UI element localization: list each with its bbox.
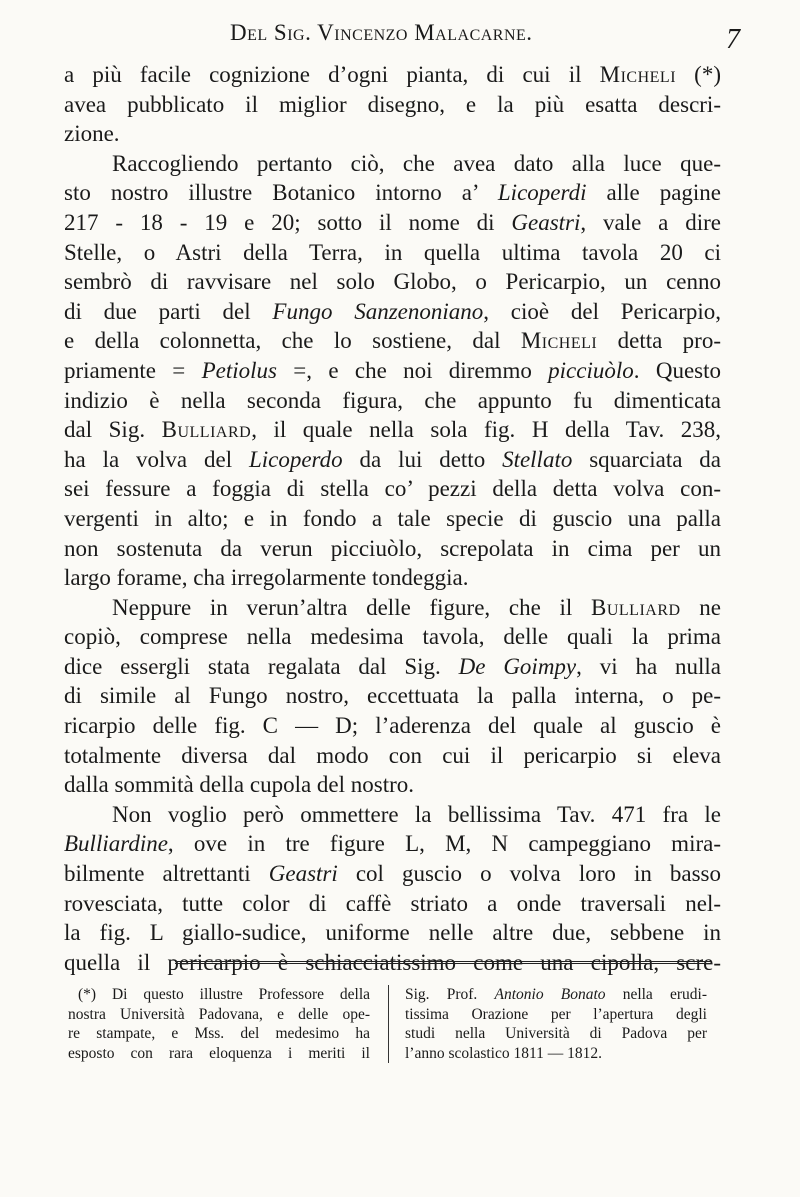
text-run: sto nostro illustre Botanico intorno a’ [64, 180, 498, 206]
text-run: a più facile cognizione d’ogni pianta, di cui il [64, 62, 600, 87]
text-run: =, e che noi diremmo [276, 357, 549, 383]
footnote-line [68, 1024, 370, 1044]
italic-term: Fungo Sanzenoniano [272, 298, 484, 324]
text-run: quella il pericarpio è schiacciatissimo come una cipolla, scre- [64, 949, 721, 975]
italic-term: De Goimpy [458, 653, 577, 679]
text-line [64, 60, 721, 90]
text-line [64, 326, 721, 356]
text-line [64, 474, 721, 504]
text-run: Sig. Prof. [405, 986, 495, 1003]
text-line [64, 149, 721, 179]
text-run: largo forame, cha irregolarmente tondeggia. [64, 565, 469, 591]
text-run: alle pagine [586, 180, 721, 206]
text-run: detta pro- [597, 328, 721, 354]
text-run: tissima Orazione per l’apertura degli [405, 1005, 707, 1023]
text-run: rovesciata, tutte color di caffè striato a onde traversali nel- [64, 890, 721, 916]
running-head: Del Sig. Vincenzo Malacarne. [230, 20, 533, 45]
text-line [64, 356, 721, 386]
page-number: 7 [726, 24, 740, 55]
text-line [64, 267, 721, 297]
text-run: nella erudi- [605, 986, 707, 1003]
text-line [64, 741, 721, 771]
text-line [64, 297, 721, 327]
text-line [64, 859, 721, 889]
text-run: 217 - 18 - 19 e 20; sotto il nome di [64, 209, 512, 235]
text-run: totalmente diversa dal modo con cui il pericarpio si eleva [64, 742, 721, 768]
footnote-line [405, 985, 707, 1005]
small-caps-name: Micheli [599, 62, 677, 87]
text-run: la fig. L giallo-sudice, uniforme nelle altre due, sebbene in [64, 920, 721, 946]
text-run: priamente = [64, 357, 202, 383]
text-run: nostra Università Padovana, e delle ope- [68, 1005, 370, 1023]
text-run: l’anno scolastico 1811 — 1812. [405, 1044, 603, 1062]
italic-term: Licoperdo [248, 446, 343, 472]
italic-term: picciuòlo [548, 357, 634, 383]
text-run: , cioè del Pericarpio, [483, 298, 721, 324]
text-run: , ove in tre figure L, M, N campeggiano mira- [167, 831, 721, 857]
text-run: , il quale nella sola fig. H della Tav. 238, [251, 417, 722, 443]
text-run: esposto con rara eloquenza i meriti il [68, 1044, 370, 1062]
text-run: re stampate, e Mss. del medesimo ha [68, 1025, 370, 1042]
text-run: Stelle, o Astri della Terra, in quella ultima tavola 20 ci [64, 239, 721, 265]
italic-term: Geastri [268, 861, 338, 887]
text-line [64, 90, 721, 120]
text-run: squarciata da [572, 446, 721, 472]
page-header [60, 18, 740, 58]
text-line [64, 652, 721, 682]
text-run: di due parti del [64, 298, 273, 324]
text-run: avea pubblicato il miglior disegno, e la più esatta descri- [64, 91, 721, 117]
text-line [64, 918, 721, 948]
text-line [64, 238, 721, 268]
text-run: (*) Di questo illustre Professore della [78, 986, 370, 1003]
footnote-line [68, 1005, 370, 1025]
small-caps-name: Bulliard [161, 417, 252, 443]
text-line [64, 829, 721, 859]
text-run: studi nella Università di Padova per [405, 1025, 707, 1042]
text-line [64, 800, 721, 830]
footnote-left-column [68, 985, 370, 1063]
text-run: Non voglio però ommettere la bellissima Tav. 471 fra le [112, 801, 721, 827]
text-run: copiò, comprese nella medesima tavola, delle quali la prima [64, 624, 721, 650]
small-caps-name: Bulliard [591, 594, 681, 620]
text-run: indizio è nella seconda figura, che appunto fu dimenticata [64, 387, 721, 413]
footnote-line [405, 1024, 707, 1044]
text-line [64, 386, 721, 416]
text-run: (*) [676, 62, 721, 87]
text-line [64, 563, 721, 593]
text-run: ha la volva del [64, 446, 249, 472]
text-line [64, 889, 721, 919]
footnote-column-divider [388, 985, 389, 1063]
text-line [64, 415, 721, 445]
text-run: di simile al Fungo nostro, eccettuata la palla interna, o pe- [64, 683, 721, 709]
text-run: bilmente altrettanti [64, 861, 269, 887]
text-run: col guscio o volva loro in basso [337, 861, 722, 887]
footnote-line [405, 1005, 707, 1025]
text-line [64, 445, 721, 475]
text-run: dice essergli stata regalata dal Sig. [64, 653, 459, 679]
text-run: da lui detto [342, 446, 503, 472]
footnote-line [405, 1044, 707, 1064]
text-line [64, 711, 721, 741]
text-run: Neppure in verun’altra delle figure, che il [112, 594, 591, 620]
text-run: ne [680, 594, 721, 620]
text-run: , vale a dire [580, 209, 721, 235]
text-run: e della colonnetta, che lo sostiene, dal [64, 328, 521, 354]
text-run: dal Sig. [64, 417, 162, 443]
text-line [64, 593, 721, 623]
text-run: sembrò di ravvisare nel solo Globo, o Pericarpio, un cenno [64, 269, 721, 295]
text-line [64, 681, 721, 711]
text-run: , vi ha nulla [576, 653, 721, 679]
italic-term: Licoperdi [497, 180, 587, 206]
text-run: dalla sommità della cupola del nostro. [64, 772, 415, 798]
italic-term: Antonio Bonato [494, 986, 606, 1003]
body-text [64, 60, 721, 977]
footnote-rule [175, 961, 712, 964]
text-line [64, 178, 721, 208]
text-line [64, 504, 721, 534]
text-run: Raccogliendo pertanto ciò, che avea dato alla luce que- [112, 150, 721, 176]
small-caps-name: Micheli [520, 328, 598, 354]
italic-term: Bulliardine [64, 831, 168, 857]
footnote-right-column [405, 985, 707, 1063]
text-run: ricarpio delle fig. C — D; l’aderenza del quale al guscio è [64, 713, 721, 739]
text-run: non sostenuta da verun picciuòlo, screpolata in cima per un [64, 535, 721, 561]
italic-term: Stellato [502, 446, 573, 472]
text-run: zione. [64, 121, 120, 147]
footnote-line [68, 1044, 370, 1064]
text-line [64, 534, 721, 564]
text-line [64, 208, 721, 238]
footnote-line [68, 985, 370, 1005]
text-run: . Questo [633, 357, 721, 383]
text-run: vergenti in alto; e in fondo a tale specie di guscio una palla [64, 505, 721, 531]
italic-term: Petiolus [201, 357, 277, 383]
text-line [64, 119, 721, 149]
text-line [64, 770, 721, 800]
italic-term: Geastri [511, 209, 581, 235]
text-run: sei fessure a foggia di stella co’ pezzi della detta volva con- [64, 476, 721, 502]
text-line [64, 622, 721, 652]
